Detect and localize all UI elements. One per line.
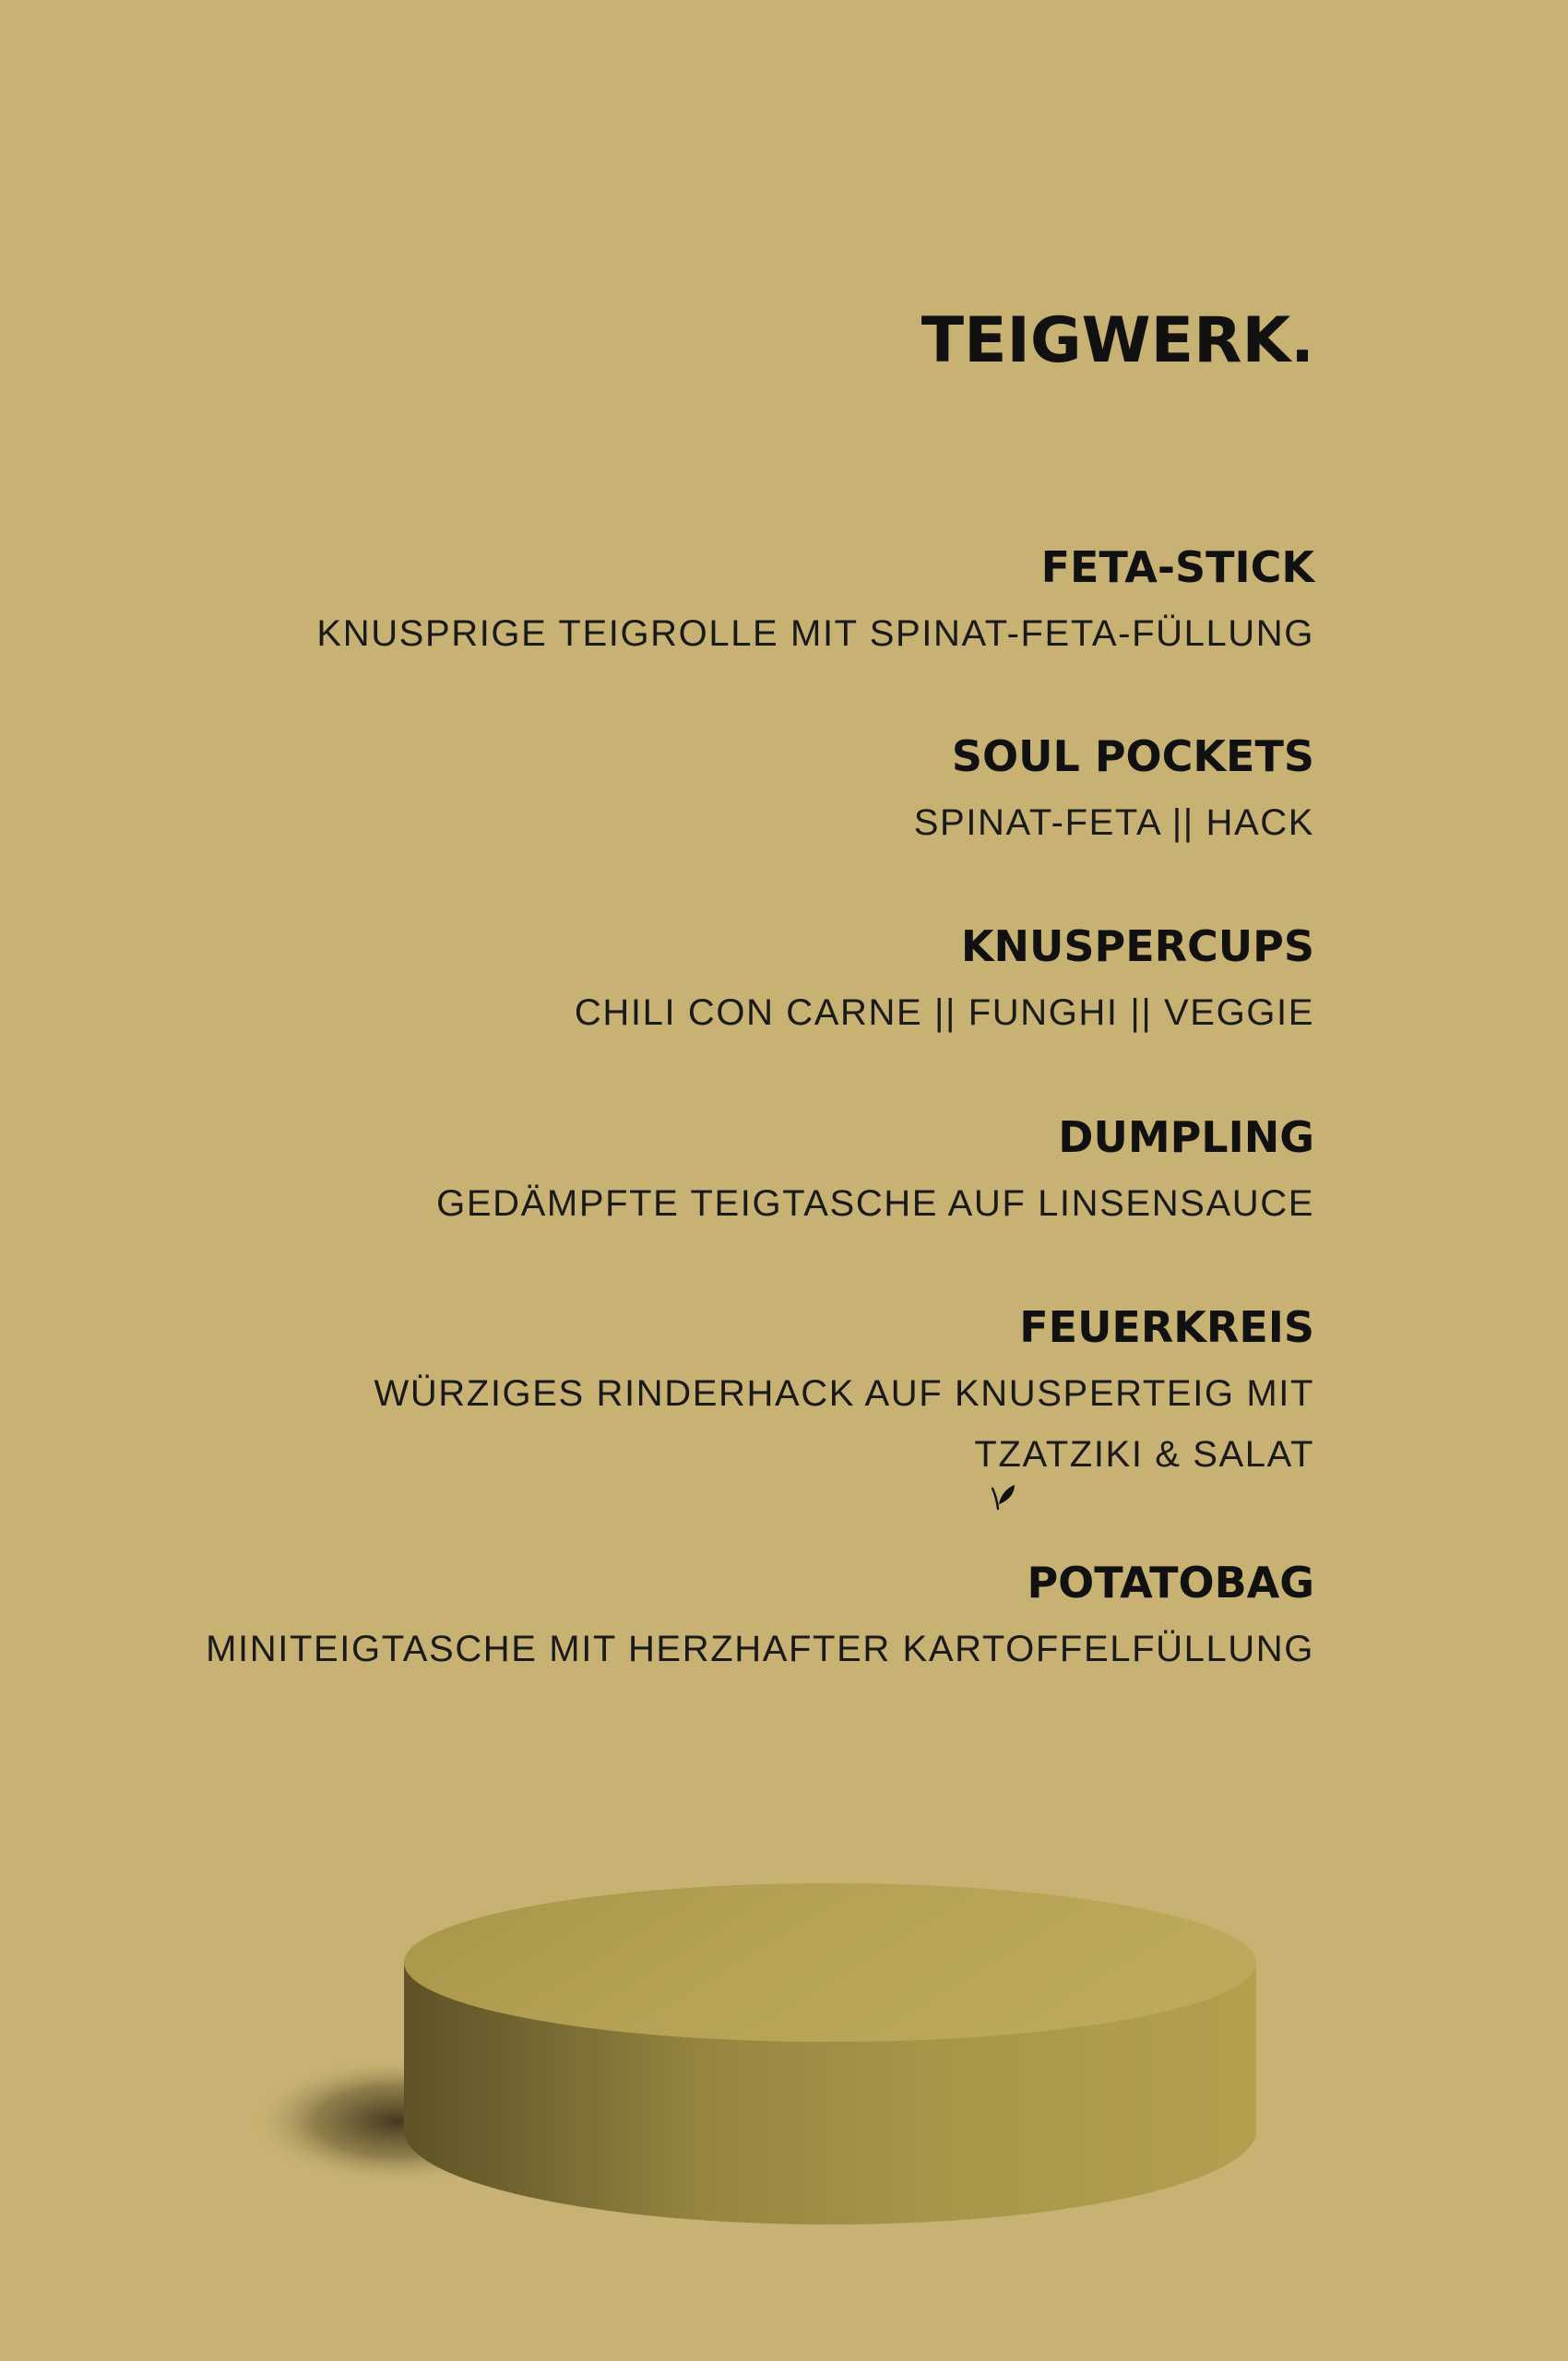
item-description [374,1363,1314,1485]
menu-item-dumpling [436,1110,1314,1234]
menu-item-soul-pockets [914,730,1314,853]
item-description: SPINAT-FETA || HACK [913,802,1314,843]
item-description: CHILI CON CARNE || FUNGHI || VEGGIE [574,992,1314,1033]
item-description: KNUSPRIGE TEIGROLLE MIT SPINAT-FETA-FÜLLUNG [316,613,1314,654]
menu-item-knuspercups [575,919,1314,1043]
item-name: POTATOBAG [1027,1558,1314,1608]
item-description-line: WÜRZIGES RINDERHACK AUF KNUSPERTEIG MIT [374,1373,1314,1414]
item-name: SOUL POCKETS [951,731,1314,781]
item-name: FETA-STICK [1040,542,1314,592]
item-name: DUMPLING [1058,1112,1314,1162]
item-description: GEDÄMPFTE TEIGTASCHE AUF LINSENSAUCE [436,1183,1314,1224]
menu-item-feuerkreis [374,1300,1314,1485]
menu-title: TEIGWERK. [921,304,1314,377]
item-description-line: TZATZIKI & SALAT [974,1434,1314,1475]
menu-item-potatobag [206,1556,1314,1679]
menu-item-feta-stick [316,540,1314,664]
item-description: MINITEIGTASCHE MIT HERZHAFTER KARTOFFELFÜLLUNG [206,1629,1314,1669]
item-name: KNUSPERCUPS [960,921,1314,971]
vegetarian-leaf-icon [987,1481,1018,1513]
item-name: FEUERKREIS [1019,1302,1314,1352]
